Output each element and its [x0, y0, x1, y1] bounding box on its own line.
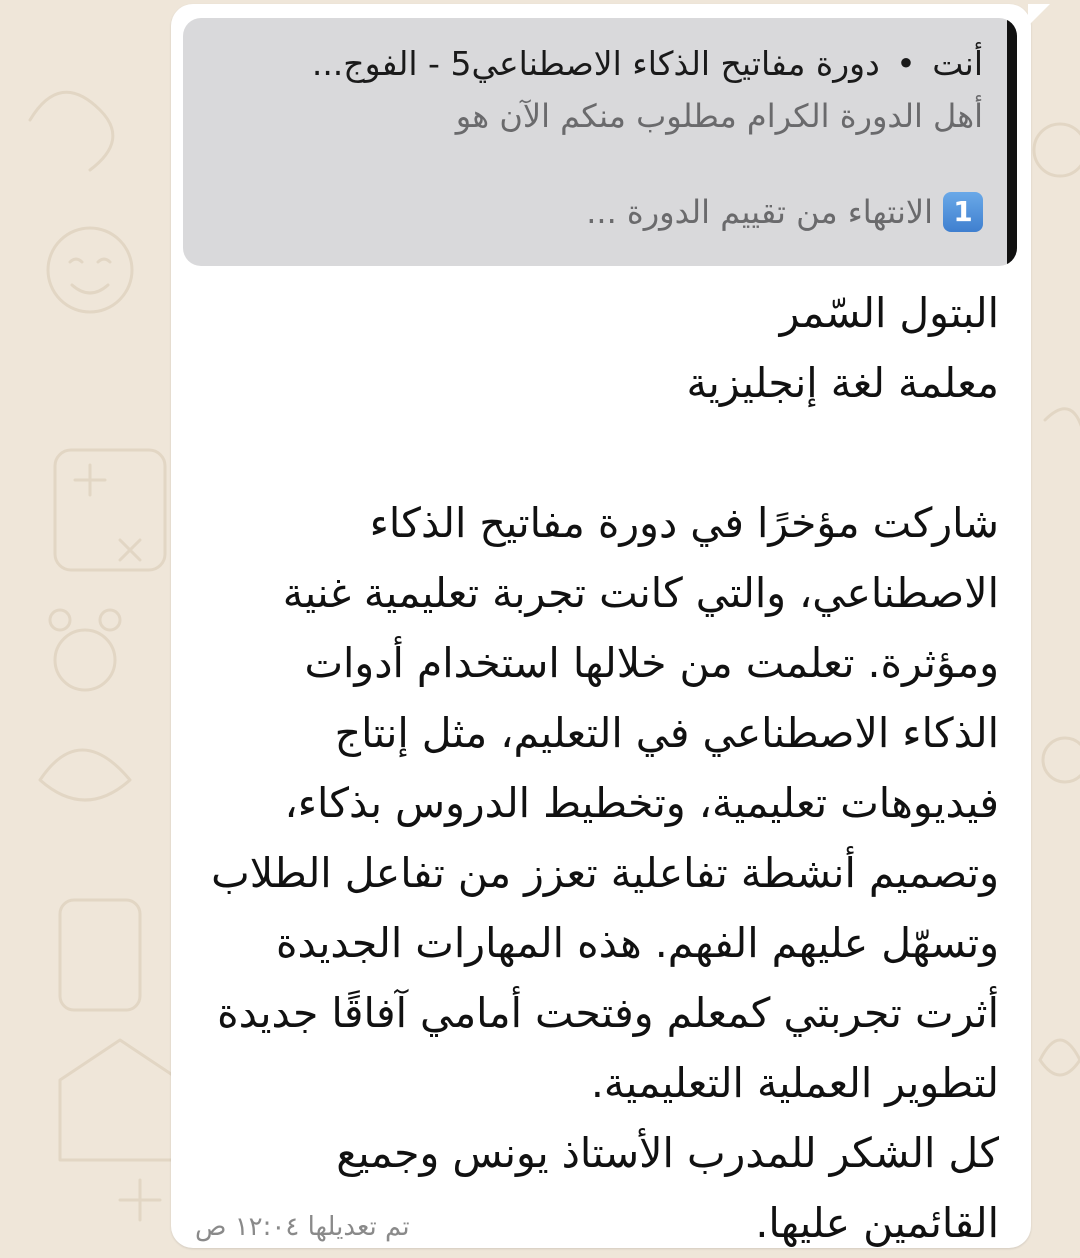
quoted-header	[209, 42, 983, 86]
quoted-group-title: دورة مفاتيح الذكاء الاصطناعي5 - الفوج...	[311, 44, 880, 83]
quoted-text-line-2: الانتهاء من تقييم الدورة ...	[586, 193, 933, 231]
keycap-number-icon: 1	[943, 192, 983, 232]
edited-label: تم تعديلها	[307, 1212, 410, 1242]
quoted-author: أنت	[932, 44, 983, 83]
quoted-reply[interactable]	[183, 18, 1017, 266]
message-time: ١٢:٠٤ ص	[195, 1212, 300, 1242]
message-bubble[interactable]	[171, 4, 1031, 1248]
quoted-text-line-1: أهل الدورة الكرام مطلوب منكم الآن هو	[455, 97, 983, 135]
quoted-separator: •	[896, 44, 916, 83]
quoted-text-line-2-row	[209, 190, 983, 234]
message-meta	[195, 1212, 410, 1242]
quote-accent-bar	[1007, 18, 1017, 266]
bubble-tail	[1028, 4, 1050, 26]
message-text: البتول السّمر معلمة لغة إنجليزية شاركت مؤخرًا في دورة مفاتيح الذكاء الاصطناعي، والتي كانت تجربة تعليمية غنية ومؤثرة. تعلمت من خلالها استخدام أدوات الذكاء الاصطناعي في التعليم، مثل إنتاج فيديوهات تعليمية، وتخطيط الدروس بذكاء، وتصميم أنشطة تفاعلية تعزز من تفاعل الطلاب وتسهّل عليهم الفهم. هذه المهارات الجديدة أثرت تجربتي كمعلم وفتحت أمامي آفاقًا جديدة لتطوير العملية التعليمية. كل الشكر للمدرب الأستاذ يونس وجميع القائمين عليها.	[211, 289, 999, 1247]
